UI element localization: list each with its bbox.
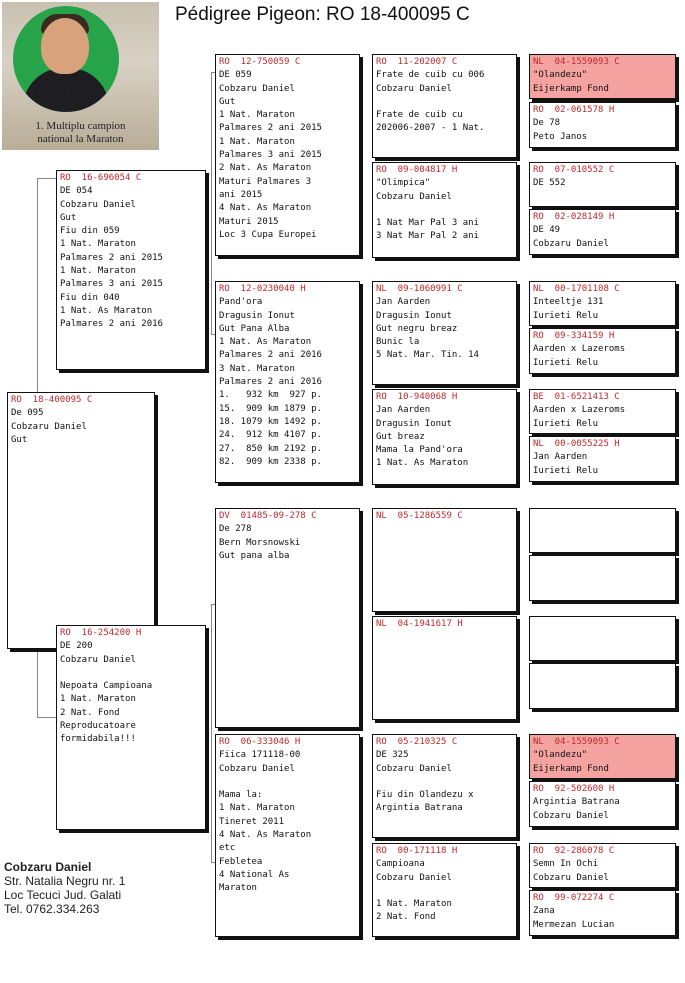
owner-town: Loc Tecuci Jud. Galati <box>4 888 122 902</box>
bird-info-line: Cobzaru Daniel <box>219 83 295 94</box>
ring-number: DV 01485-09-278 C <box>219 511 317 521</box>
bird-info-line: 3 Nat. Maraton <box>219 363 295 374</box>
bird-info-line: 1. 932 km 927 p. <box>219 390 322 401</box>
pedigree-card-dds <box>372 734 517 838</box>
pedigree-card-g14 <box>529 781 676 827</box>
owner-street: Str. Natalia Negru nr. 1 <box>4 874 126 888</box>
ring-number: RO 12-750059 C <box>219 57 301 67</box>
bird-info-line: 202006-2007 - 1 Nat. <box>376 123 485 134</box>
pedigree-card-g4 <box>529 209 676 255</box>
owner-name: Cobzaru Daniel <box>4 860 92 874</box>
pedigree-card-dss <box>372 508 517 612</box>
bird-info-line: "Olimpica" <box>376 178 431 189</box>
bird-info-line: Eijerkamp Fond <box>533 83 609 94</box>
bird-info-line: Mama la Pand'ora <box>376 445 463 456</box>
ring-number: RO 00-171118 H <box>376 846 458 856</box>
bird-info-line: Frate de cuib cu 006 <box>376 70 485 81</box>
bird-info-line: 18. 1079 km 1492 p. <box>219 416 322 427</box>
bird-info-line: Dragusin Ionut <box>376 418 452 429</box>
bird-info-line: Iurieti Relu <box>533 465 599 476</box>
ring-number: RO 07-010552 C <box>533 165 615 175</box>
connector-line <box>37 178 57 179</box>
pedigree-card-dsd <box>372 616 517 720</box>
pedigree-card-g10 <box>529 555 676 601</box>
portrait-badge <box>13 6 119 112</box>
bird-info-line: Aarden x Lazeroms <box>533 405 626 416</box>
bird-info-line: Cobzaru Daniel <box>376 763 452 774</box>
bird-info-line: Tineret 2011 <box>219 816 285 827</box>
ring-number: NL 00-0055225 H <box>533 439 620 449</box>
bird-info-line: 27. 850 km 2192 p. <box>219 443 322 454</box>
bird-info-line: Inteeltje 131 <box>533 297 604 308</box>
pedigree-card-dam <box>56 625 206 830</box>
bird-info-line: 82. 909 km 2338 p. <box>219 456 322 467</box>
pedigree-card-g2 <box>529 102 676 148</box>
bird-info-line: Reproducatoare <box>60 721 136 732</box>
bird-info-line: DE 49 <box>533 225 561 236</box>
bird-info-line: Cobzaru Daniel <box>376 83 452 94</box>
bird-info-line: 2 Nat. Fond <box>376 912 436 923</box>
bird-info-line: Gut <box>11 434 28 445</box>
bird-info-line: Bern Morsnowski <box>219 537 301 548</box>
bird-info-line: 2 Nat. As Maraton <box>219 163 312 174</box>
pedigree-card-g13 <box>529 734 676 779</box>
breeder-photo <box>2 2 159 150</box>
bird-info-line: Nepoata Campioana <box>60 681 153 692</box>
bird-info-line: DE 059 <box>219 70 252 81</box>
bird-info-line: DE 054 <box>60 186 93 197</box>
bird-info-line: 24. 912 km 4107 p. <box>219 430 322 441</box>
bird-info-line: Iurieti Relu <box>533 310 599 321</box>
bird-info-line: Cobzaru Daniel <box>11 421 87 432</box>
bird-info-line: Dragusin Ionut <box>376 310 452 321</box>
pedigree-card-sd <box>215 281 360 483</box>
bird-info-line: DE 552 <box>533 178 566 189</box>
bird-info-line: Palmares 2 ani 2016 <box>60 319 163 330</box>
ring-number: BE 01-6521413 C <box>533 392 620 402</box>
bird-info-line: 1 Nat. Maraton <box>219 110 295 121</box>
ring-number: NL 04-1559093 C <box>530 55 675 69</box>
bird-info-line: Gut pana alba <box>219 550 290 561</box>
ring-number: NL 05-1286559 C <box>376 511 463 521</box>
bird-info-line: Gut Pana Alba <box>219 323 290 334</box>
bird-info-line: Fiica 171118-00 <box>219 750 301 761</box>
ring-number: NL 00-1701108 C <box>533 284 620 294</box>
bird-info-line: 4 National As <box>219 869 290 880</box>
bird-info-line: 5 Nat. Mar. Tin. 14 <box>376 350 479 361</box>
pedigree-card-g7 <box>529 389 676 434</box>
bird-info-line: Mama la: <box>219 790 263 801</box>
ring-number: RO 05-210325 C <box>376 737 458 747</box>
bird-info-line: Gut <box>60 212 77 223</box>
bird-info-line: Loc 3 Cupa Europei <box>219 229 317 240</box>
pedigree-card-subject <box>7 392 155 649</box>
pedigree-card-g11 <box>529 616 676 661</box>
bird-info-line: 1 Nat. Maraton <box>376 899 452 910</box>
bird-info-line <box>219 776 356 789</box>
bird-info-line: Argintia Batrana <box>533 797 620 808</box>
page-title: Pédigree Pigeon: RO 18-400095 C <box>175 4 470 25</box>
ring-number: RO 10-940068 H <box>376 392 458 402</box>
bird-info-line: Jan Aarden <box>376 297 431 308</box>
bird-info-line: Iurieti Relu <box>533 418 599 429</box>
ring-number: RO 11-202007 C <box>376 57 458 67</box>
bird-info-line: Gut <box>219 96 236 107</box>
bird-info-line: Frate de cuib cu <box>376 110 463 121</box>
pedigree-card-g16 <box>529 890 676 936</box>
bird-info-line: Jan Aarden <box>376 405 431 416</box>
bird-info-line: Aarden x Lazeroms <box>533 344 626 355</box>
pedigree-card-sss <box>372 54 517 158</box>
bird-info-line: 1 Nat. Maraton <box>60 694 136 705</box>
bird-info-line <box>376 96 513 109</box>
ring-number: RO 02-061578 H <box>533 105 615 115</box>
bird-info-line: 4 Nat. As Maraton <box>219 830 312 841</box>
bird-info-line: Febletea <box>219 856 263 867</box>
bird-info-line: DE 325 <box>376 750 409 761</box>
ring-number: NL 09-1060991 C <box>376 284 463 294</box>
bird-info-line: 2 Nat. Fond <box>60 707 120 718</box>
pedigree-card-ssd <box>372 162 517 258</box>
bird-info-line: Mermezan Lucian <box>533 919 615 930</box>
bird-info-line: Palmares 2 ani 2016 <box>219 377 322 388</box>
bird-info-line: 1 Nat. Maraton <box>219 136 295 147</box>
pedigree-card-g15 <box>529 843 676 888</box>
owner-address <box>4 860 125 916</box>
ring-number: RO 92-286078 C <box>533 846 615 856</box>
pedigree-card-g12 <box>529 663 676 709</box>
bird-info-line: De 78 <box>533 118 561 129</box>
bird-info-line: Peto Janos <box>533 131 588 142</box>
bird-info-line: "Olandezu" <box>533 750 588 761</box>
bird-info-line: Cobzaru Daniel <box>376 191 452 202</box>
bird-info-line: Fiu din 059 <box>60 226 120 237</box>
bird-info-line: Palmares 3 ani 2015 <box>60 279 163 290</box>
bird-info-line: Gut negru breaz <box>376 323 458 334</box>
connector-line <box>211 72 212 334</box>
bird-info-line: Cobzaru Daniel <box>533 872 609 883</box>
pedigree-card-ss <box>215 54 360 256</box>
bird-info-line: Zana <box>533 906 555 917</box>
bird-info-line: Campioana <box>376 859 425 870</box>
pedigree-card-sire <box>56 170 206 370</box>
bird-info-line: Maturi 2015 <box>219 216 279 227</box>
bird-info-line: Cobzaru Daniel <box>533 810 609 821</box>
ring-number <box>533 510 672 523</box>
ring-number: RO 18-400095 C <box>11 395 93 405</box>
bird-info-line <box>376 885 513 898</box>
bird-info-line: 1 Nat. Maraton <box>60 239 136 250</box>
ring-number <box>533 557 672 570</box>
bird-info-line: Palmares 2 ani 2015 <box>60 252 163 263</box>
bird-info-line: DE 200 <box>60 641 93 652</box>
bird-info-line: Maturi Palmares 3 <box>219 176 312 187</box>
pedigree-card-g6 <box>529 328 676 374</box>
bird-info-line <box>376 776 513 789</box>
ring-number: RO 06-333046 H <box>219 737 301 747</box>
bird-info-line: De 095 <box>11 408 44 419</box>
photo-caption: 1. Multiplu campion national la Maraton <box>35 120 126 145</box>
pedigree-card-g5 <box>529 281 676 326</box>
bird-info-line: Gut breaz <box>376 431 425 442</box>
bird-info-line: Argintia Batrana <box>376 803 463 814</box>
bird-info-line: 1 Nat. Maraton <box>219 803 295 814</box>
owner-phone: Tel. 0762.334.263 <box>4 902 100 916</box>
ring-number <box>533 618 672 631</box>
bird-info-line: Cobzaru Daniel <box>60 654 136 665</box>
bird-info-line: Cobzaru Daniel <box>60 199 136 210</box>
pedigree-card-sds <box>372 281 517 385</box>
bird-info-line: Palmares 3 ani 2015 <box>219 150 322 161</box>
pedigree-card-g8 <box>529 436 676 482</box>
bird-info-line: Jan Aarden <box>533 452 588 463</box>
portrait-face <box>41 18 89 74</box>
bird-info-line: Palmares 2 ani 2016 <box>219 350 322 361</box>
connector-line <box>211 604 212 862</box>
connector-line <box>37 717 57 718</box>
bird-info-line: etc <box>219 843 236 854</box>
ring-number: RO 09-004817 H <box>376 165 458 175</box>
pedigree-card-ddd <box>372 843 517 937</box>
bird-info-line: Pand'ora <box>219 297 263 308</box>
bird-info-line: 1 Nat Mar Pal 3 ani <box>376 218 479 229</box>
ring-number: RO 99-072274 C <box>533 893 615 903</box>
pedigree-card-ds <box>215 508 360 728</box>
bird-info-line <box>376 204 513 217</box>
badge-name: Cobzaru Daniel <box>29 84 105 100</box>
bird-info-line: Fiu din 040 <box>60 292 120 303</box>
bird-info-line: formidabila!!! <box>60 734 136 745</box>
ring-number: RO 16-696054 C <box>60 173 142 183</box>
pedigree-card-g3 <box>529 162 676 207</box>
ring-number: NL 04-1559093 C <box>530 735 675 749</box>
bird-info-line: Fiu din Olandezu x <box>376 790 474 801</box>
ring-number: RO 92-502600 H <box>533 784 615 794</box>
bird-info-line: Dragusin Ionut <box>219 310 295 321</box>
pedigree-card-g9 <box>529 508 676 553</box>
bird-info-line: Cobzaru Daniel <box>376 872 452 883</box>
bird-info-line: Iurieti Relu <box>533 357 599 368</box>
bird-info-line: Eijerkamp Fond <box>533 763 609 774</box>
bird-info-line: 15. 909 km 1879 p. <box>219 403 322 414</box>
ring-number: NL 04-1941617 H <box>376 619 463 629</box>
bird-info-line: Semn In Ochi <box>533 859 599 870</box>
bird-info-line: 3 Nat Mar Pal 2 ani <box>376 231 479 242</box>
pedigree-card-sdd <box>372 389 517 485</box>
bird-info-line: Bunic la <box>376 337 420 348</box>
bird-info-line: De 278 <box>219 524 252 535</box>
pedigree-card-g1 <box>529 54 676 99</box>
bird-info-line: Cobzaru Daniel <box>219 763 295 774</box>
bird-info-line: 1 Nat. Maraton <box>60 266 136 277</box>
bird-info-line <box>60 667 202 680</box>
ring-number: RO 16-254200 H <box>60 628 142 638</box>
ring-number: RO 12-0230040 H <box>219 284 306 294</box>
bird-info-line: 1 Nat. As Maraton <box>219 337 312 348</box>
bird-info-line: Cobzaru Daniel <box>533 238 609 249</box>
bird-info-line: Palmares 2 ani 2015 <box>219 123 322 134</box>
bird-info-line: Maraton <box>219 883 257 894</box>
bird-info-line: 4 Nat. As Maraton <box>219 203 312 214</box>
bird-info-line: 1 Nat. As Maraton <box>60 305 153 316</box>
ring-number: RO 09-334159 H <box>533 331 615 341</box>
ring-number <box>533 665 672 678</box>
bird-info-line: "Olandezu" <box>533 70 588 81</box>
bird-info-line: ani 2015 <box>219 189 263 200</box>
pedigree-card-dd <box>215 734 360 937</box>
ring-number: RO 02-028149 H <box>533 212 615 222</box>
bird-info-line: 1 Nat. As Maraton <box>376 458 469 469</box>
